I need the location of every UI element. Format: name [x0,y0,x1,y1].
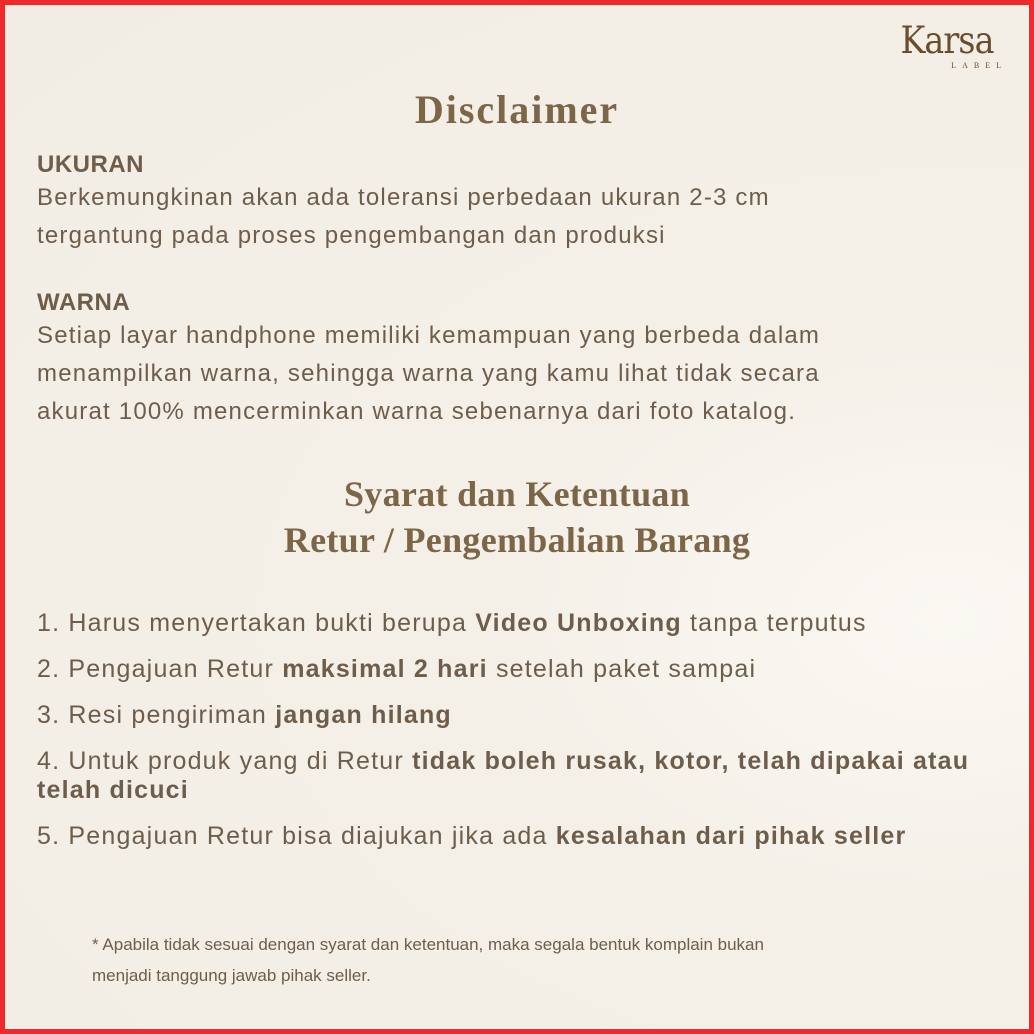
footnote-line-1: * Apabila tidak sesuai dengan syarat dan ketentuan, maka segala bentuk komplain bukan [92,935,764,954]
warna-line-1: Setiap layar handphone memiliki kemampuan yang berbeda dalam [37,322,821,349]
warna-label: WARNA [37,289,131,316]
terms-rule-1: 1. Harus menyertakan bukti berupa Video Unboxing tanpa terputus [37,609,867,637]
disclaimer-title: Disclaimer [414,87,620,132]
brand-logo [887,19,1007,70]
terms-footnote [92,929,969,991]
terms-title-line-2: Retur / Pengembalian Barang [283,520,751,560]
terms-title-line-1: Syarat dan Ketentuan [343,474,691,514]
terms-rule-4: 4. Untuk produk yang di Retur tidak boleh rusak, kotor, telah dipakai atau telah dicuci [37,747,970,804]
brand-name: Karsa [900,19,994,62]
footnote-line-2: menjadi tanggung jawab pihak seller. [92,966,371,985]
terms-rule-5: 5. Pengajuan Retur bisa diajukan jika ada kesalahan dari pihak seller [37,822,907,850]
warna-line-3: akurat 100% mencerminkan warna sebenarnya dari foto katalog. [37,398,797,425]
ukuran-line-1: Berkemungkinan akan ada toleransi perbedaan ukuran 2-3 cm [37,184,770,211]
terms-title [5,471,1029,563]
ukuran-line-2: tergantung pada proses pengembangan dan produksi [37,222,666,249]
ukuran-section [37,151,1009,255]
warna-section [37,289,1009,431]
brand-sub: LABEL [951,61,1007,70]
terms-rule-3: 3. Resi pengiriman jangan hilang [37,701,452,729]
ukuran-label: UKURAN [37,151,144,178]
warna-line-2: menampilkan warna, sehingga warna yang kamu lihat tidak secara [37,360,820,387]
terms-rules-list [37,609,1009,868]
terms-rule-2: 2. Pengajuan Retur maksimal 2 hari setelah paket sampai [37,655,757,683]
